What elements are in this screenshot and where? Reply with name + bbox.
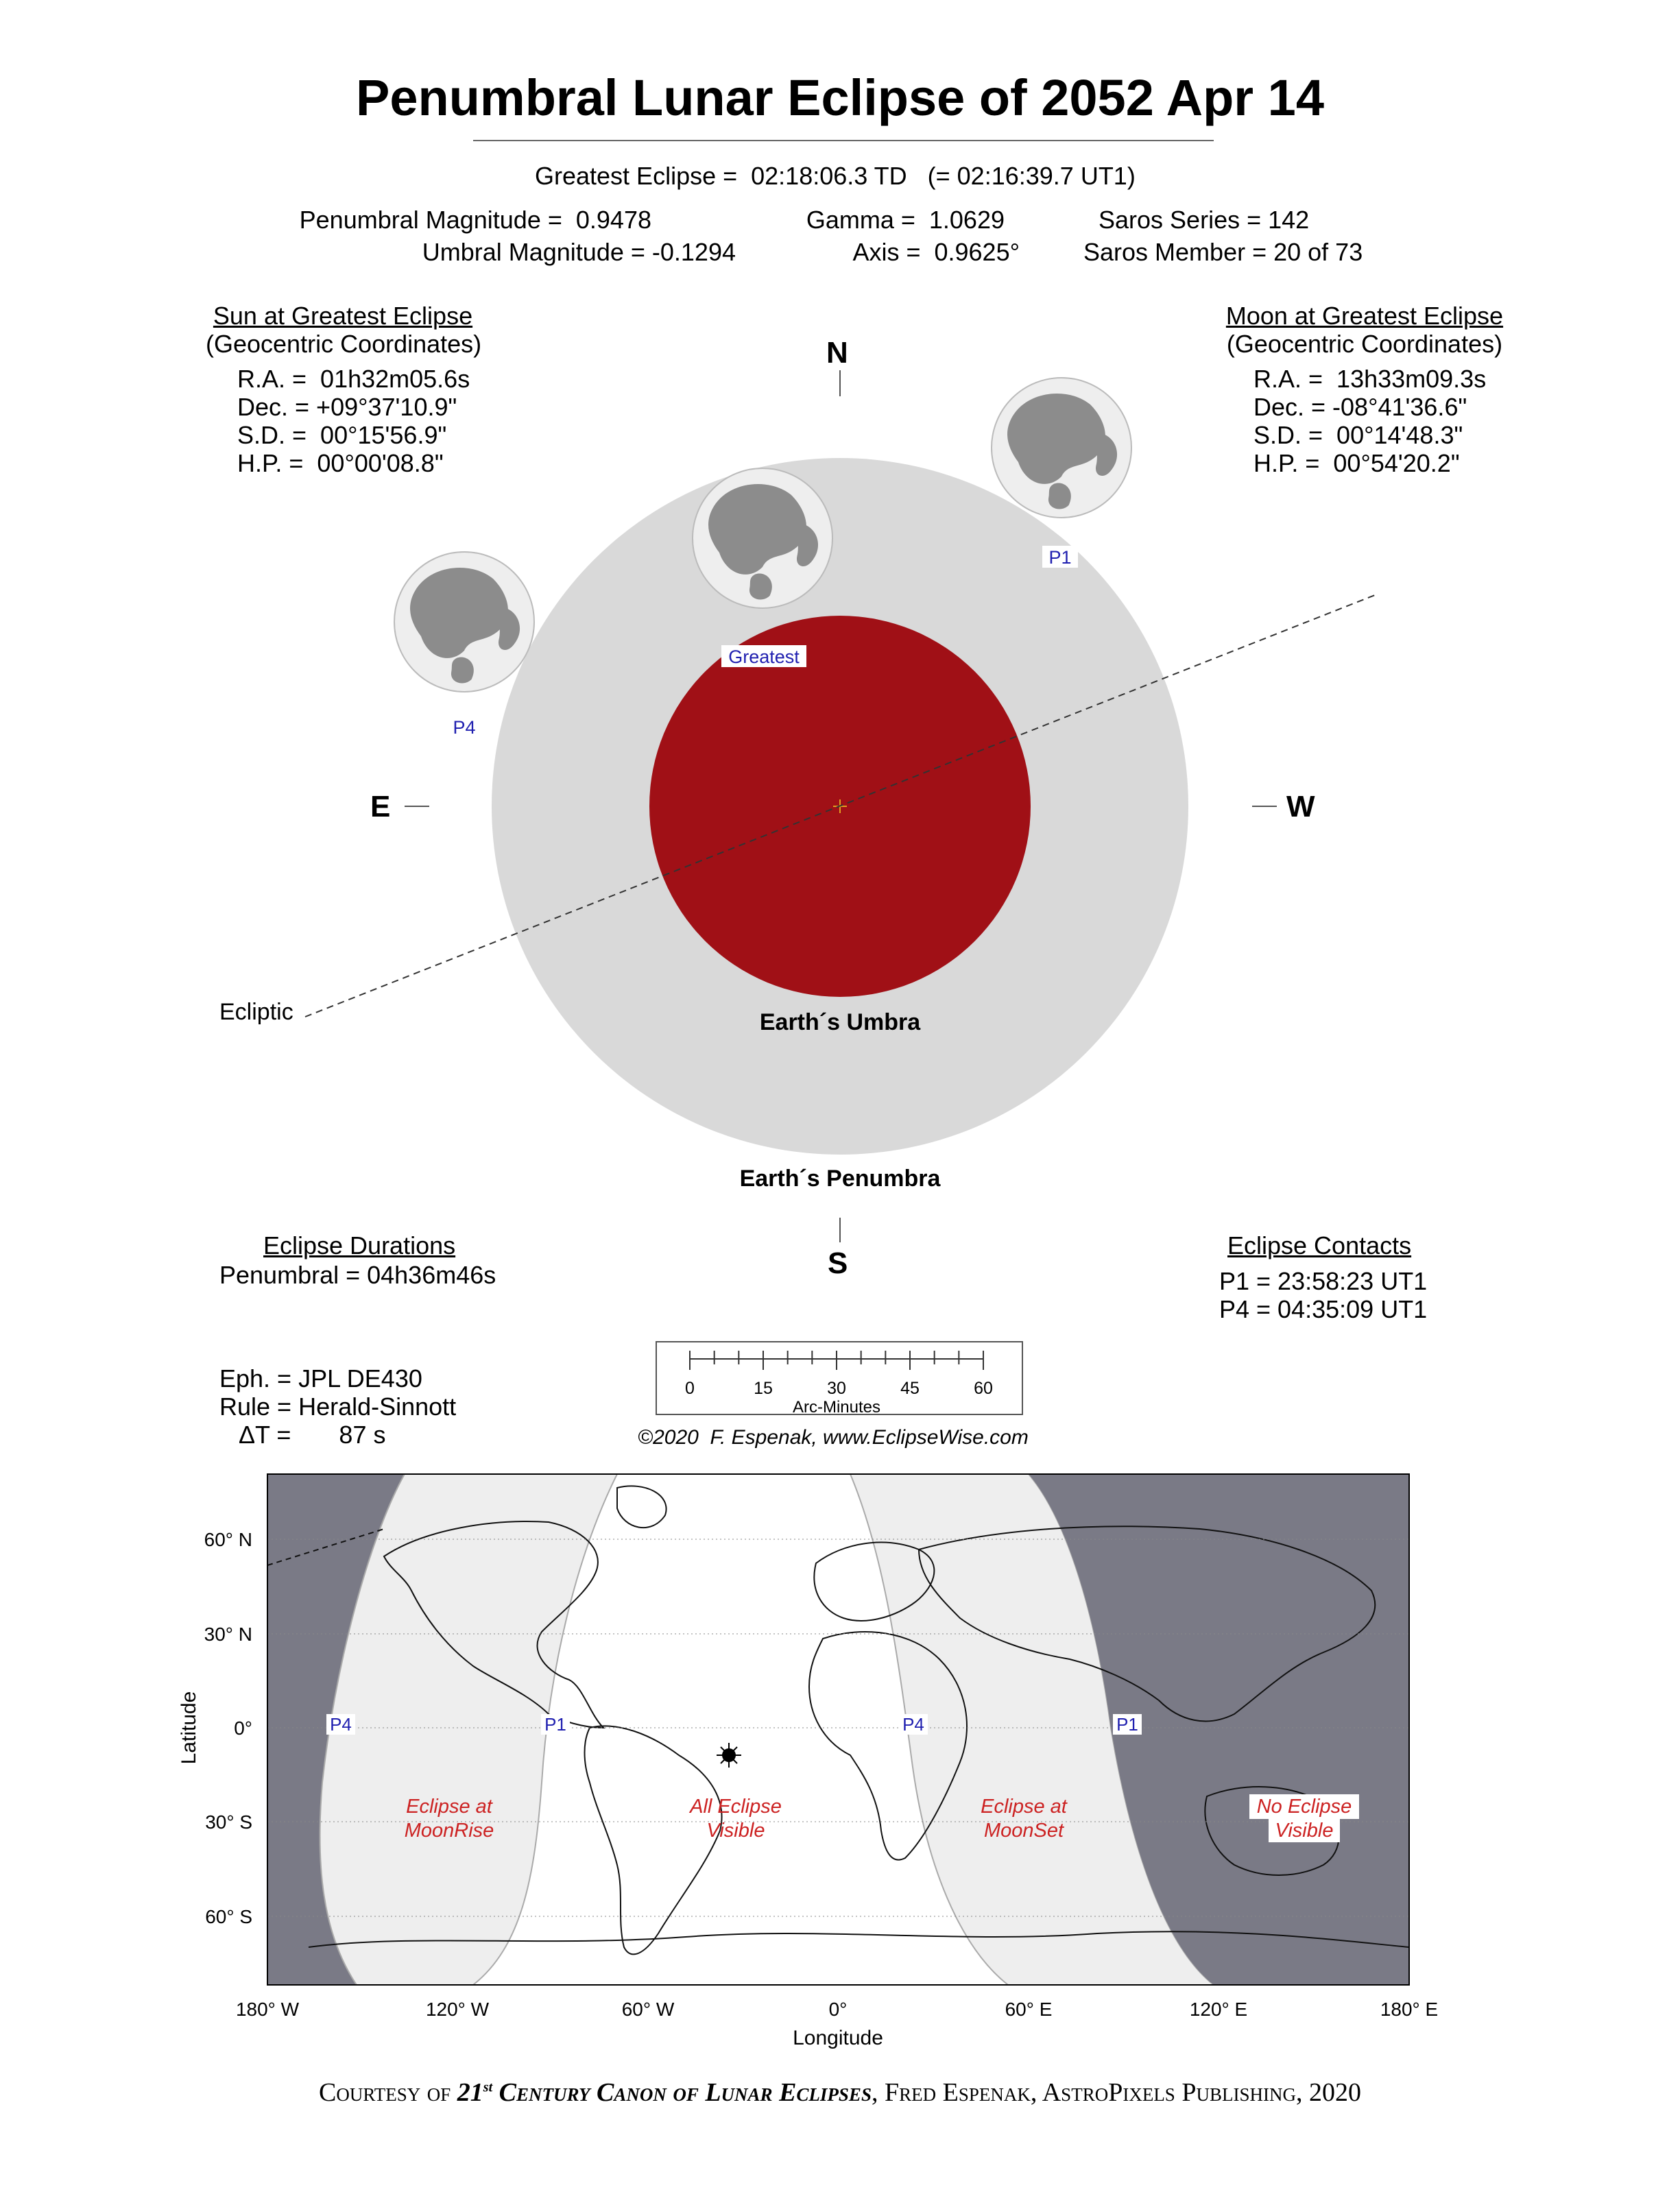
moon-p1 bbox=[992, 378, 1131, 518]
sun-hp: H.P. = 00°00'08.8" bbox=[237, 449, 444, 477]
umbral-magnitude: Umbral Magnitude = -0.1294 bbox=[422, 238, 736, 266]
umbra-label: Earth´s Umbra bbox=[759, 1009, 921, 1035]
no-eclipse-label-line1: No Eclipse bbox=[1256, 1796, 1352, 1818]
delta-t: ΔT = 87 s bbox=[239, 1421, 386, 1449]
sun-subheading: (Geocentric Coordinates) bbox=[206, 330, 482, 358]
lat-tick-label: 30° S bbox=[205, 1811, 252, 1833]
lon-tick-label: 0° bbox=[828, 1999, 848, 2020]
footer-credit bbox=[0, 2077, 1680, 2108]
saros-member: Saros Member = 20 of 73 bbox=[1083, 238, 1363, 266]
map-p1-label-west: P1 bbox=[544, 1714, 566, 1735]
moonrise-label-line2: MoonRise bbox=[404, 1820, 494, 1842]
all-visible-label-line2: Visible bbox=[706, 1820, 765, 1842]
visibility-map bbox=[0, 1454, 1680, 2071]
lon-tick-label: 180° W bbox=[235, 1999, 300, 2020]
no-eclipse-label-line2: Visible bbox=[1275, 1820, 1334, 1842]
scale-tick-label: 45 bbox=[900, 1379, 920, 1398]
p4-diagram-label: P4 bbox=[453, 717, 476, 738]
scale-tick-label: 15 bbox=[754, 1379, 773, 1398]
footer-prefix: Courtesy of bbox=[319, 2078, 457, 2107]
map-p4-label-west: P4 bbox=[330, 1714, 352, 1735]
moon-sd: S.D. = 00°14'48.3" bbox=[1253, 421, 1463, 449]
scale-bar bbox=[656, 1341, 1023, 1417]
p1-diagram-label: P1 bbox=[1048, 547, 1072, 568]
lon-tick-label: 60° E bbox=[1005, 1999, 1053, 2020]
moon-greatest bbox=[693, 468, 832, 608]
sun-dec: Dec. = +09°37'10.9" bbox=[237, 393, 457, 421]
compass-south: S bbox=[828, 1246, 848, 1280]
sun-sd: S.D. = 00°15'56.9" bbox=[237, 421, 447, 449]
scale-unit-label: Arc-Minutes bbox=[792, 1398, 881, 1417]
page-title: Penumbral Lunar Eclipse of 2052 Apr 14 bbox=[356, 69, 1324, 126]
moon-ra: R.A. = 13h33m09.3s bbox=[1253, 365, 1487, 393]
all-visible-label-line1: All Eclipse bbox=[690, 1796, 782, 1818]
saros-series: Saros Series = 142 bbox=[1099, 206, 1310, 234]
ephemeris: Eph. = JPL DE430 bbox=[219, 1364, 422, 1393]
ecliptic-label: Ecliptic bbox=[219, 999, 293, 1025]
penumbral-magnitude: Penumbral Magnitude = 0.9478 bbox=[299, 206, 651, 234]
moonset-label-line1: Eclipse at bbox=[981, 1796, 1067, 1818]
contact-p1: P1 = 23:58:23 UT1 bbox=[1219, 1267, 1428, 1295]
scale-tick-label: 60 bbox=[974, 1379, 993, 1398]
footer-book-number: 21 bbox=[457, 2078, 483, 2107]
compass-north: N bbox=[826, 336, 848, 370]
moon-dec: Dec. = -08°41'36.6" bbox=[1253, 393, 1467, 421]
greatest-eclipse-text: Greatest Eclipse = 02:18:06.3 TD (= 02:16:39.7 UT1) bbox=[535, 162, 1136, 190]
map-p4-label-east: P4 bbox=[902, 1714, 924, 1735]
compass-east: E bbox=[370, 790, 391, 823]
lon-tick-label: 120° W bbox=[425, 1999, 490, 2020]
contact-p4: P4 = 04:35:09 UT1 bbox=[1219, 1295, 1428, 1323]
penumbral-duration: Penumbral = 04h36m46s bbox=[219, 1261, 496, 1289]
moonrise-label-line1: Eclipse at bbox=[406, 1796, 492, 1818]
lon-tick-label: 120° E bbox=[1189, 1999, 1248, 2020]
gamma-value: Gamma = 1.0629 bbox=[806, 206, 1005, 234]
penumbra-label: Earth´s Penumbra bbox=[739, 1166, 941, 1192]
footer-suffix: , Fred Espenak, AstroPixels Publishing, 2020 bbox=[871, 2078, 1361, 2107]
moon-p4 bbox=[394, 552, 534, 692]
copyright: ©2020 F. Espenak, www.EclipseWise.com bbox=[638, 1426, 1029, 1449]
map-p1-label-east: P1 bbox=[1116, 1714, 1138, 1735]
lon-tick-label: 180° E bbox=[1380, 1999, 1439, 2020]
rule: Rule = Herald-Sinnott bbox=[219, 1393, 457, 1421]
greatest-label: Greatest bbox=[728, 647, 800, 667]
footer-book-title: Century Canon of Lunar Eclipses bbox=[492, 2078, 872, 2107]
footer-book-sup: st bbox=[483, 2080, 493, 2095]
sun-heading: Sun at Greatest Eclipse bbox=[213, 302, 473, 330]
lat-tick-label: 60° S bbox=[205, 1906, 252, 1927]
lat-tick-label: 60° N bbox=[204, 1529, 252, 1550]
durations-heading: Eclipse Durations bbox=[263, 1231, 456, 1259]
moon-subheading: (Geocentric Coordinates) bbox=[1226, 330, 1503, 358]
x-axis-title: Longitude bbox=[793, 2027, 883, 2049]
lat-tick-label: 30° N bbox=[204, 1624, 252, 1645]
scale-tick-label: 30 bbox=[827, 1379, 846, 1398]
lat-tick-label: 0° bbox=[234, 1717, 252, 1739]
sun-ra: R.A. = 01h32m05.6s bbox=[237, 365, 470, 393]
axis-value: Axis = 0.9625° bbox=[852, 238, 1020, 266]
moon-hp: H.P. = 00°54'20.2" bbox=[1253, 449, 1460, 477]
scale-tick-label: 0 bbox=[685, 1379, 695, 1398]
moonset-label-line2: MoonSet bbox=[983, 1820, 1064, 1842]
contacts-heading: Eclipse Contacts bbox=[1227, 1231, 1412, 1259]
lon-tick-label: 60° W bbox=[621, 1999, 675, 2020]
compass-west: W bbox=[1286, 790, 1315, 823]
moon-heading: Moon at Greatest Eclipse bbox=[1225, 302, 1504, 330]
y-axis-title: Latitude bbox=[178, 1691, 200, 1765]
